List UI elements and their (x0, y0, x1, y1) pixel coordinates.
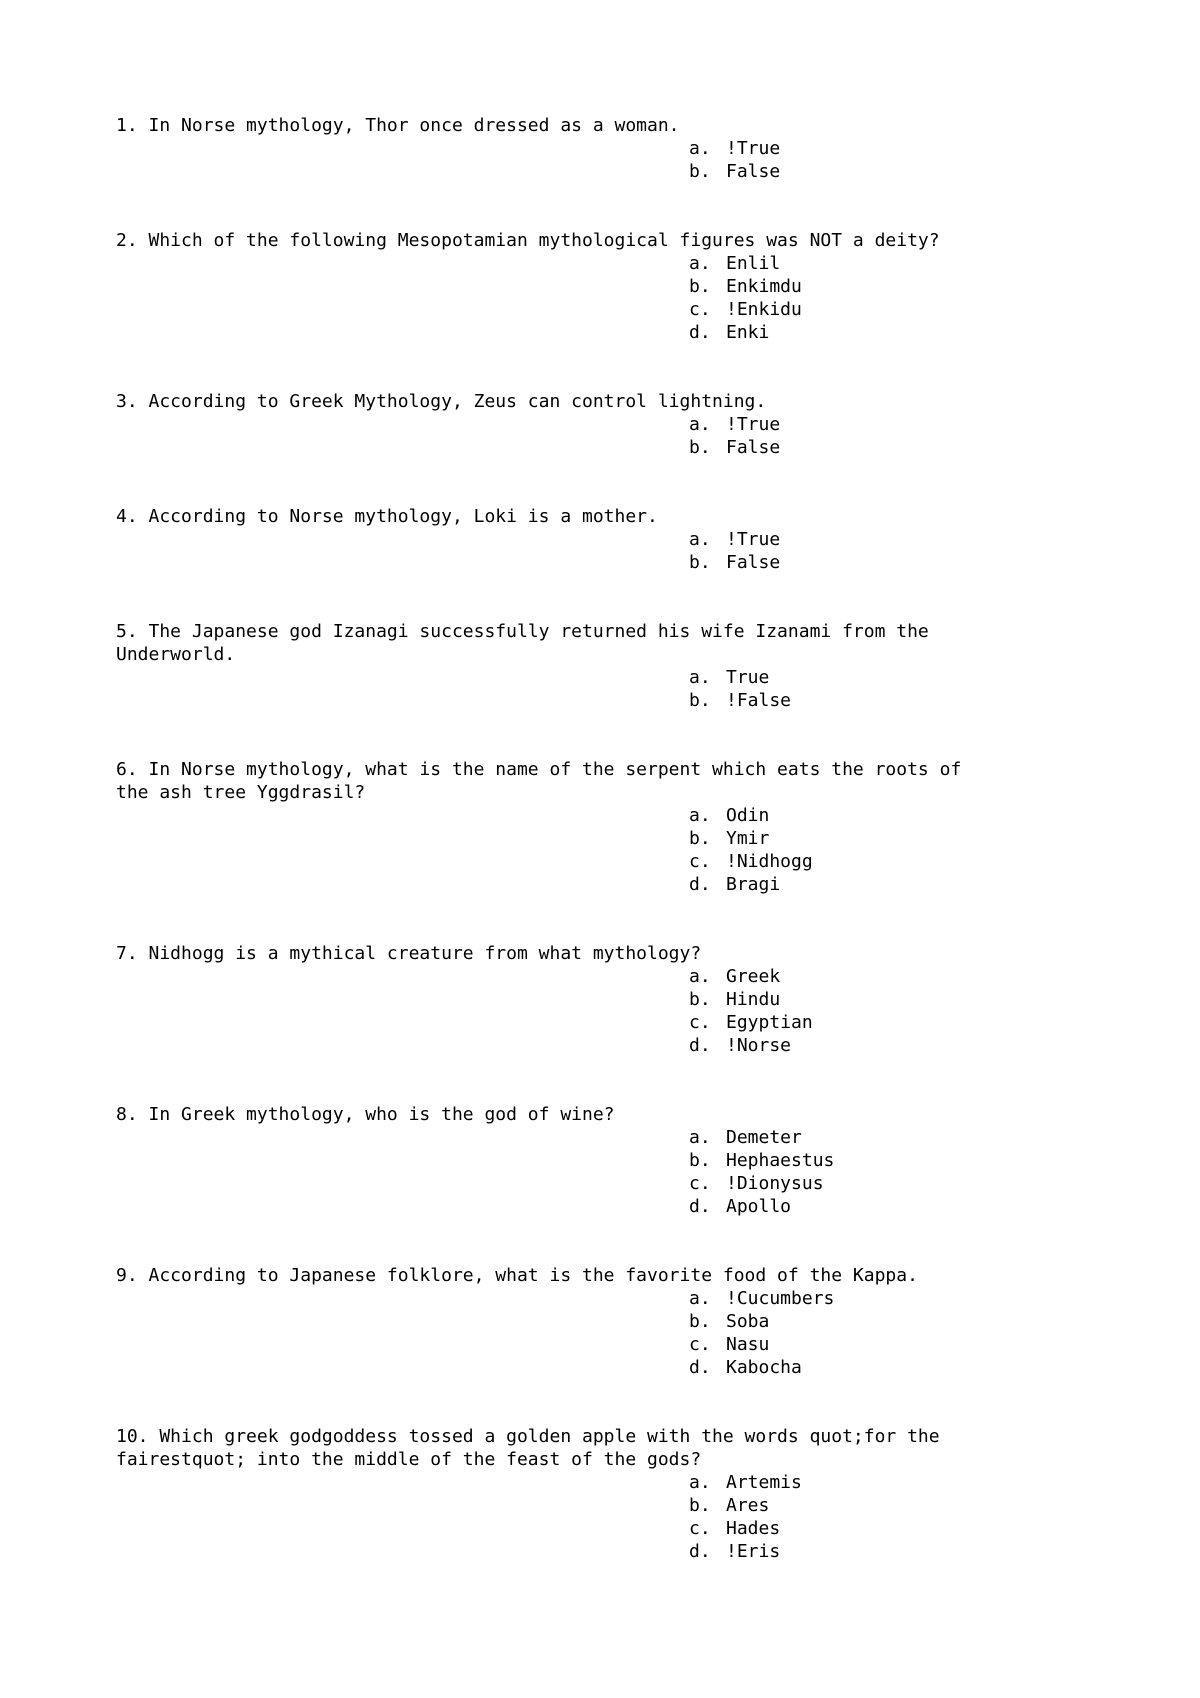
option-letter: d. (689, 874, 711, 895)
answer-option (689, 965, 1076, 988)
option-letter: a. (689, 138, 711, 159)
option-letter: c. (689, 1012, 711, 1033)
option-letter: d. (689, 1035, 711, 1056)
option-letter: b. (689, 437, 711, 458)
option-letter: b. (689, 276, 711, 297)
option-text: !Eris (726, 1541, 781, 1562)
question-text: 3. According to Greek Mythology, Zeus can control lightning. (116, 391, 767, 412)
option-letter: a. (689, 529, 711, 550)
question-4 (116, 505, 1076, 574)
question-text: 9. According to Japanese folklore, what is the favorite food of the Kappa. (116, 1265, 918, 1286)
answer-option (689, 528, 1076, 551)
option-text: Apollo (726, 1196, 792, 1217)
answer-options (116, 413, 1076, 459)
option-text: !Nidhogg (726, 851, 813, 872)
option-text: True (726, 667, 770, 688)
option-letter: b. (689, 1311, 711, 1332)
option-text: !True (726, 414, 781, 435)
answer-option (689, 1494, 1076, 1517)
option-text: Odin (726, 805, 770, 826)
option-letter: a. (689, 253, 711, 274)
answer-option (689, 321, 1076, 344)
option-text: !True (726, 138, 781, 159)
option-letter: b. (689, 690, 711, 711)
answer-option (689, 689, 1076, 712)
option-text: Soba (726, 1311, 770, 1332)
option-letter: b. (689, 1150, 711, 1171)
option-letter: d. (689, 1196, 711, 1217)
question-1 (116, 114, 1076, 183)
option-letter: c. (689, 299, 711, 320)
option-letter: c. (689, 1173, 711, 1194)
option-letter: c. (689, 1518, 711, 1539)
option-letter: b. (689, 989, 711, 1010)
option-letter: a. (689, 805, 711, 826)
option-letter: a. (689, 414, 711, 435)
question-text: 4. According to Norse mythology, Loki is a mother. (116, 506, 658, 527)
option-letter: c. (689, 851, 711, 872)
answer-options (116, 1287, 1076, 1379)
option-text: False (726, 161, 781, 182)
option-text: !Dionysus (726, 1173, 824, 1194)
option-letter: a. (689, 1127, 711, 1148)
question-5 (116, 620, 1076, 712)
option-text: Egyptian (726, 1012, 813, 1033)
question-text: 2. Which of the following Mesopotamian mythological figures was NOT a deity? (116, 230, 940, 251)
option-text: Bragi (726, 874, 781, 895)
answer-option (689, 1149, 1076, 1172)
answer-option (689, 275, 1076, 298)
answer-option (689, 1172, 1076, 1195)
option-letter: d. (689, 1541, 711, 1562)
answer-options (116, 804, 1076, 896)
option-text: Hindu (726, 989, 781, 1010)
question-text: 7. Nidhogg is a mythical creature from what mythology? (116, 943, 702, 964)
option-text: !Norse (726, 1035, 792, 1056)
option-letter: d. (689, 1357, 711, 1378)
answer-option (689, 804, 1076, 827)
option-text: False (726, 552, 781, 573)
option-text: !True (726, 529, 781, 550)
question-8 (116, 1103, 1076, 1218)
answer-option (689, 1333, 1076, 1356)
answer-option (689, 160, 1076, 183)
question-2 (116, 229, 1076, 344)
option-letter: b. (689, 552, 711, 573)
answer-options (116, 137, 1076, 183)
answer-option (689, 1310, 1076, 1333)
answer-option (689, 850, 1076, 873)
question-text: 1. In Norse mythology, Thor once dressed as a woman. (116, 115, 680, 136)
answer-option (689, 137, 1076, 160)
answer-option (689, 873, 1076, 896)
answer-options (116, 528, 1076, 574)
answer-option (689, 1195, 1076, 1218)
answer-option (689, 1034, 1076, 1057)
answer-options (116, 666, 1076, 712)
option-letter: b. (689, 1495, 711, 1516)
option-text: !Cucumbers (726, 1288, 835, 1309)
answer-option (689, 298, 1076, 321)
option-letter: d. (689, 322, 711, 343)
option-letter: a. (689, 667, 711, 688)
option-letter: a. (689, 1472, 711, 1493)
option-text: !Enkidu (726, 299, 802, 320)
option-text: Greek (726, 966, 781, 987)
option-letter: a. (689, 1288, 711, 1309)
answer-options (116, 965, 1076, 1057)
option-text: Nasu (726, 1334, 770, 1355)
answer-option (689, 1471, 1076, 1494)
answer-option (689, 666, 1076, 689)
answer-option (689, 1517, 1076, 1540)
question-6 (116, 758, 1076, 896)
answer-options (116, 1126, 1076, 1218)
option-letter: c. (689, 1334, 711, 1355)
answer-option (689, 827, 1076, 850)
question-10 (116, 1425, 1076, 1563)
option-text: Ymir (726, 828, 770, 849)
option-text: !False (726, 690, 792, 711)
question-text: 6. In Norse mythology, what is the name of the serpent which eats the roots of the ash tree Yggdrasil? (116, 759, 962, 803)
answer-option (689, 1356, 1076, 1379)
option-text: Hephaestus (726, 1150, 835, 1171)
answer-option (689, 252, 1076, 275)
option-text: Enki (726, 322, 770, 343)
option-text: Enlil (726, 253, 781, 274)
answer-option (689, 1126, 1076, 1149)
answer-options (116, 252, 1076, 344)
option-text: Artemis (726, 1472, 802, 1493)
option-letter: a. (689, 966, 711, 987)
option-text: Ares (726, 1495, 770, 1516)
question-3 (116, 390, 1076, 459)
question-text: 8. In Greek mythology, who is the god of wine? (116, 1104, 615, 1125)
question-7 (116, 942, 1076, 1057)
option-text: Hades (726, 1518, 781, 1539)
answer-option (689, 1011, 1076, 1034)
answer-option (689, 436, 1076, 459)
question-text: 10. Which greek godgoddess tossed a golden apple with the words quot;for the fairestquot; into the middle of the feast of the gods? (116, 1426, 940, 1470)
answer-option (689, 551, 1076, 574)
option-text: Enkimdu (726, 276, 802, 297)
answer-option (689, 1287, 1076, 1310)
option-text: Demeter (726, 1127, 802, 1148)
answer-options (116, 1471, 1076, 1563)
answer-option (689, 1540, 1076, 1563)
option-letter: b. (689, 161, 711, 182)
question-9 (116, 1264, 1076, 1379)
option-text: False (726, 437, 781, 458)
question-text: 5. The Japanese god Izanagi successfully returned his wife Izanami from the Underworld. (116, 621, 929, 665)
answer-option (689, 413, 1076, 436)
answer-option (689, 988, 1076, 1011)
option-text: Kabocha (726, 1357, 802, 1378)
option-letter: b. (689, 828, 711, 849)
